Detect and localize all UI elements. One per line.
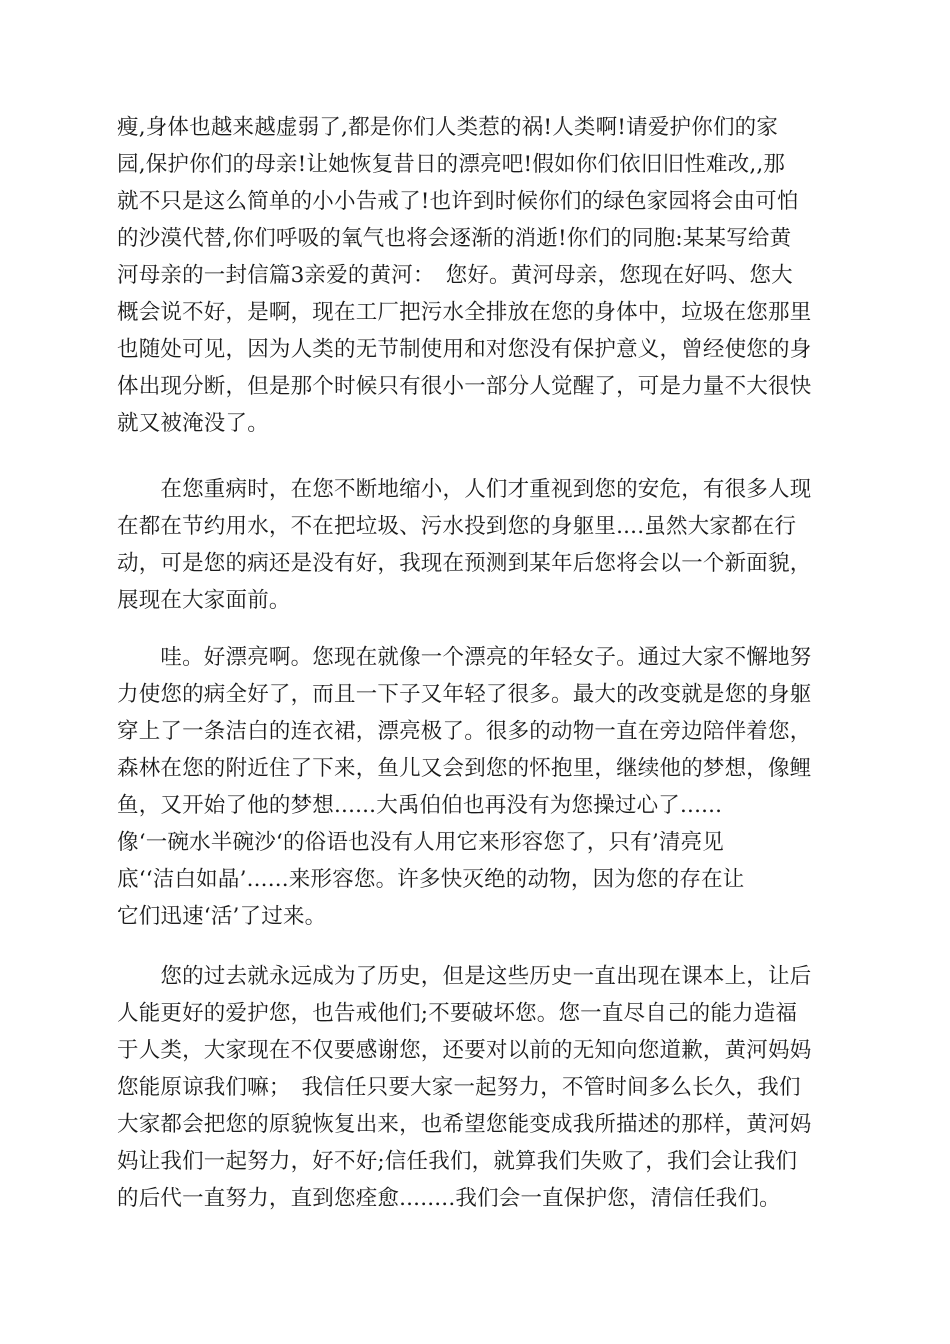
text-line: 妈让我们一起努力，好不好;信任我们，就算我们失败了，我们会让我们: [117, 1149, 798, 1174]
text-line: 在都在节约用水，不在把垃圾、污水投到您的身躯里....虽然大家都在行: [117, 514, 797, 539]
text-line: 的沙漠代替,你们呼吸的氧气也将会逐渐的消逝!你们的同胞:某某写给黄: [117, 226, 792, 251]
paragraph-4: [117, 958, 837, 1217]
text-line: 哇。好漂亮啊。您现在就像一个漂亮的年轻女子。通过大家不懈地努: [117, 645, 812, 670]
text-line: 体出现分断，但是那个时候只有很小一部分人觉醒了，可是力量不大很快: [117, 374, 812, 399]
text-line: 就不只是这么简单的小小告戒了!也许到时候你们的绿色家园将会由可怕: [117, 189, 799, 214]
paragraph-3: [117, 639, 837, 935]
text-line: 瘦,身体也越来越虚弱了,都是你们人类惹的祸!人类啊!请爱护你们的家: [117, 115, 779, 140]
text-line: 概会说不好，是啊，现在工厂把污水全排放在您的身体中，垃圾在您那里: [117, 300, 812, 325]
text-line: 的后代一直努力，直到您痊愈........我们会一直保护您，清信任我们。: [117, 1186, 781, 1211]
text-line: 人能更好的爱护您，也告戒他们;不要破坏您。您一直尽自己的能力造福: [117, 1001, 798, 1026]
text-line: 您的过去就永远成为了历史，但是这些历史一直出现在课本上，让后: [117, 964, 812, 989]
text-line: 展现在大家面前。: [117, 588, 291, 613]
text-line: 于人类，大家现在不仅要感谢您，还要对以前的无知向您道歉，黄河妈妈: [117, 1038, 812, 1063]
text-line: 也随处可见，因为人类的无节制使用和对您没有保护意义，曾经使您的身: [117, 337, 812, 362]
text-line: 底‘‘洁白如晶’......来形容您。许多快灭绝的动物，因为您的存在让: [117, 867, 745, 892]
text-line: 河母亲的一封信篇3亲爱的黄河： 您好。黄河母亲，您现在好吗、您大: [117, 263, 793, 288]
text-line: 您能原谅我们嘛； 我信任只要大家一起努力，不管时间多么长久，我们: [117, 1075, 801, 1100]
text-line: 像‘一碗水半碗沙‘的俗语也没有人用它来形容您了，只有’清亮见: [117, 830, 725, 855]
text-line: 力使您的病全好了，而且一下子又年轻了很多。最大的改变就是您的身躯: [117, 682, 812, 707]
text-line: 就又被淹没了。: [117, 411, 269, 436]
text-line: 大家都会把您的原貌恢复出来，也希望您能变成我所描述的那样，黄河妈: [117, 1112, 812, 1137]
paragraph-2: [117, 471, 837, 619]
text-line: 园,保护你们的母亲!让她恢复昔日的漂亮吧!假如你们依旧旧性难改,,那: [117, 152, 786, 177]
text-line: 穿上了一条洁白的连衣裙，漂亮极了。很多的动物一直在旁边陪伴着您，: [117, 719, 812, 744]
text-line: 森林在您的附近住了下来，鱼儿又会到您的怀抱里，继续他的梦想，像鲤: [117, 756, 812, 781]
paragraph-1: [117, 109, 837, 442]
text-line: 在您重病时，在您不断地缩小，人们才重视到您的安危，有很多人现: [117, 477, 812, 502]
text-line: 它们迅速‘活’了过来。: [117, 904, 327, 929]
text-line: 鱼，又开始了他的梦想......大禹伯伯也再没有为您操过心了......: [117, 793, 723, 818]
text-line: 动，可是您的病还是没有好，我现在预测到某年后您将会以一个新面貌，: [117, 551, 812, 576]
